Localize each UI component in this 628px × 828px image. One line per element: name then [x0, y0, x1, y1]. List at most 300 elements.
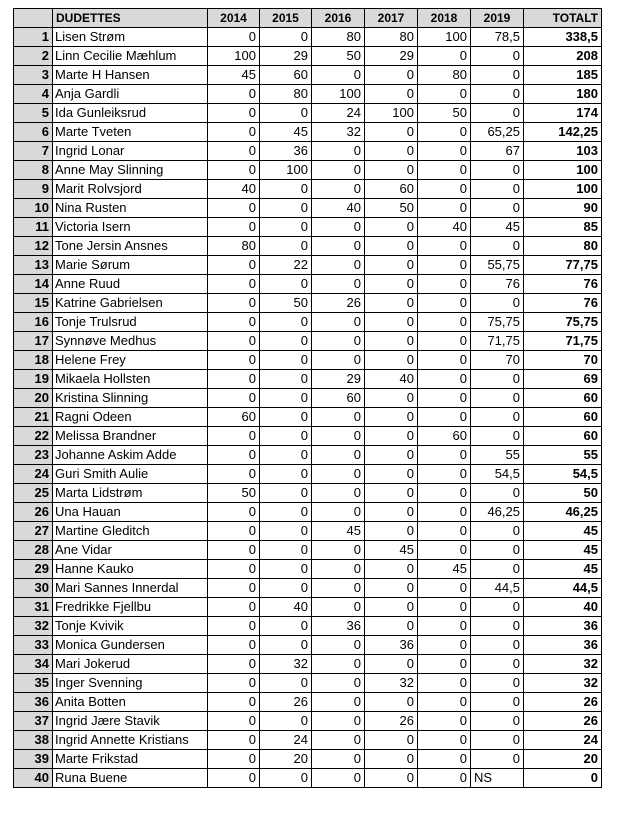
score-cell: 0 — [471, 427, 524, 446]
table-row — [14, 294, 602, 313]
score-cell: 80 — [260, 85, 312, 104]
score-cell: 0 — [365, 237, 418, 256]
rank-cell: 24 — [14, 465, 53, 484]
score-cell: 0 — [208, 389, 260, 408]
score-cell: 0 — [471, 389, 524, 408]
score-cell: 0 — [365, 522, 418, 541]
rank-cell: 37 — [14, 712, 53, 731]
table-row — [14, 180, 602, 199]
header-rank-cell — [14, 9, 53, 28]
rank-cell: 11 — [14, 218, 53, 237]
total-cell: 174 — [524, 104, 602, 123]
score-cell: 0 — [208, 351, 260, 370]
name-cell: Marte Tveten — [53, 123, 208, 142]
score-cell: 0 — [418, 503, 471, 522]
total-cell: 100 — [524, 180, 602, 199]
header-year-2017: 2017 — [365, 9, 418, 28]
score-cell: 100 — [418, 28, 471, 47]
score-cell: 22 — [260, 256, 312, 275]
score-cell: 0 — [312, 731, 365, 750]
score-cell: 0 — [260, 28, 312, 47]
score-cell: 44,5 — [471, 579, 524, 598]
score-cell: 0 — [312, 446, 365, 465]
results-table — [13, 8, 602, 788]
score-cell: 0 — [208, 28, 260, 47]
name-cell: Marie Sørum — [53, 256, 208, 275]
score-cell: 0 — [418, 579, 471, 598]
name-cell: Tone Jersin Ansnes — [53, 237, 208, 256]
table-row — [14, 332, 602, 351]
score-cell: 0 — [418, 446, 471, 465]
header-year-2014: 2014 — [208, 9, 260, 28]
rank-cell: 18 — [14, 351, 53, 370]
score-cell: 0 — [312, 560, 365, 579]
score-cell: 0 — [471, 294, 524, 313]
score-cell: 0 — [365, 750, 418, 769]
score-cell: 36 — [312, 617, 365, 636]
score-cell: 0 — [418, 123, 471, 142]
score-cell: 40 — [312, 199, 365, 218]
score-cell: 0 — [312, 503, 365, 522]
score-cell: 0 — [312, 693, 365, 712]
score-cell: 0 — [312, 180, 365, 199]
score-cell: 0 — [312, 769, 365, 788]
score-cell: 0 — [418, 294, 471, 313]
score-cell: 0 — [365, 446, 418, 465]
score-cell: 80 — [418, 66, 471, 85]
score-cell: 0 — [260, 465, 312, 484]
score-cell: 0 — [471, 85, 524, 104]
table-row — [14, 484, 602, 503]
rank-cell: 32 — [14, 617, 53, 636]
rank-cell: 16 — [14, 313, 53, 332]
table-row — [14, 237, 602, 256]
rank-cell: 1 — [14, 28, 53, 47]
score-cell: 0 — [418, 199, 471, 218]
total-cell: 208 — [524, 47, 602, 66]
score-cell: 80 — [365, 28, 418, 47]
score-cell: 0 — [260, 370, 312, 389]
score-cell: 0 — [208, 560, 260, 579]
table-row — [14, 465, 602, 484]
score-cell: 0 — [260, 351, 312, 370]
score-cell: 0 — [208, 465, 260, 484]
name-cell: Melissa Brandner — [53, 427, 208, 446]
name-cell: Tonje Kvivik — [53, 617, 208, 636]
score-cell: 24 — [260, 731, 312, 750]
score-cell: 0 — [471, 693, 524, 712]
name-cell: Lisen Strøm — [53, 28, 208, 47]
score-cell: 0 — [208, 85, 260, 104]
score-cell: 0 — [312, 427, 365, 446]
total-cell: 20 — [524, 750, 602, 769]
name-cell: Anne May Slinning — [53, 161, 208, 180]
table-row — [14, 256, 602, 275]
rank-cell: 6 — [14, 123, 53, 142]
total-cell: 26 — [524, 712, 602, 731]
table-row — [14, 541, 602, 560]
rank-cell: 3 — [14, 66, 53, 85]
total-cell: 45 — [524, 522, 602, 541]
name-cell: Runa Buene — [53, 769, 208, 788]
score-cell: 0 — [418, 370, 471, 389]
score-cell: 60 — [365, 180, 418, 199]
table-row — [14, 560, 602, 579]
total-cell: 85 — [524, 218, 602, 237]
total-cell: 142,25 — [524, 123, 602, 142]
table-row — [14, 750, 602, 769]
score-cell: 0 — [312, 161, 365, 180]
rank-cell: 19 — [14, 370, 53, 389]
score-cell: 0 — [365, 655, 418, 674]
table-row — [14, 674, 602, 693]
score-cell: 0 — [365, 465, 418, 484]
score-cell: 0 — [208, 541, 260, 560]
score-cell: 0 — [365, 85, 418, 104]
score-cell: 0 — [365, 503, 418, 522]
total-cell: 80 — [524, 237, 602, 256]
score-cell: 0 — [312, 541, 365, 560]
score-cell: 26 — [260, 693, 312, 712]
score-cell: 0 — [471, 161, 524, 180]
score-cell: 29 — [260, 47, 312, 66]
score-cell: 0 — [471, 541, 524, 560]
name-cell: Anita Botten — [53, 693, 208, 712]
score-cell: 20 — [260, 750, 312, 769]
header-year-2019: 2019 — [471, 9, 524, 28]
score-cell: 0 — [418, 275, 471, 294]
score-cell: 0 — [208, 294, 260, 313]
table-row — [14, 123, 602, 142]
score-cell: 0 — [208, 332, 260, 351]
score-cell: 0 — [365, 617, 418, 636]
score-cell: 0 — [418, 769, 471, 788]
table-row — [14, 427, 602, 446]
table-row — [14, 503, 602, 522]
rank-cell: 4 — [14, 85, 53, 104]
rank-cell: 36 — [14, 693, 53, 712]
score-cell: 0 — [418, 750, 471, 769]
rank-cell: 38 — [14, 731, 53, 750]
score-cell: 100 — [260, 161, 312, 180]
score-cell: 78,5 — [471, 28, 524, 47]
rank-cell: 31 — [14, 598, 53, 617]
score-cell: 26 — [312, 294, 365, 313]
total-cell: 338,5 — [524, 28, 602, 47]
rank-cell: 27 — [14, 522, 53, 541]
score-cell: 0 — [208, 446, 260, 465]
score-cell: 0 — [312, 237, 365, 256]
name-cell: Marit Rolvsjord — [53, 180, 208, 199]
total-cell: 103 — [524, 142, 602, 161]
score-cell: 0 — [208, 522, 260, 541]
score-cell: 0 — [418, 617, 471, 636]
score-cell: 0 — [312, 408, 365, 427]
score-cell: 40 — [208, 180, 260, 199]
score-cell: 0 — [418, 674, 471, 693]
rank-cell: 8 — [14, 161, 53, 180]
table-row — [14, 275, 602, 294]
total-cell: 100 — [524, 161, 602, 180]
score-cell: 0 — [418, 85, 471, 104]
score-cell: 0 — [312, 313, 365, 332]
score-cell: 76 — [471, 275, 524, 294]
score-cell: 0 — [418, 161, 471, 180]
score-cell: 0 — [365, 427, 418, 446]
header-total-cell: TOTALT — [524, 9, 602, 28]
score-cell: 50 — [365, 199, 418, 218]
score-cell: 0 — [260, 218, 312, 237]
table-row — [14, 693, 602, 712]
name-cell: Mikaela Hollsten — [53, 370, 208, 389]
score-cell: 0 — [312, 351, 365, 370]
total-cell: 36 — [524, 617, 602, 636]
table-row — [14, 636, 602, 655]
score-cell: 55,75 — [471, 256, 524, 275]
score-cell: 0 — [471, 731, 524, 750]
table-row — [14, 161, 602, 180]
table-row — [14, 598, 602, 617]
score-cell: 0 — [471, 750, 524, 769]
score-cell: 0 — [260, 541, 312, 560]
score-cell: 0 — [471, 636, 524, 655]
name-cell: Monica Gundersen — [53, 636, 208, 655]
score-cell: 50 — [418, 104, 471, 123]
score-cell: 0 — [208, 104, 260, 123]
score-cell: 0 — [208, 123, 260, 142]
rank-cell: 40 — [14, 769, 53, 788]
total-cell: 24 — [524, 731, 602, 750]
total-cell: 45 — [524, 541, 602, 560]
total-cell: 70 — [524, 351, 602, 370]
rank-cell: 10 — [14, 199, 53, 218]
score-cell: 0 — [208, 617, 260, 636]
score-cell: 0 — [312, 674, 365, 693]
score-cell: 0 — [365, 142, 418, 161]
total-cell: 50 — [524, 484, 602, 503]
name-cell: Ingrid Jære Stavik — [53, 712, 208, 731]
name-cell: Synnøve Medhus — [53, 332, 208, 351]
score-cell: 0 — [471, 370, 524, 389]
total-cell: 90 — [524, 199, 602, 218]
score-cell: 0 — [208, 275, 260, 294]
score-cell: 54,5 — [471, 465, 524, 484]
score-cell: 0 — [365, 313, 418, 332]
score-cell: 0 — [418, 655, 471, 674]
score-cell: 32 — [260, 655, 312, 674]
name-cell: Guri Smith Aulie — [53, 465, 208, 484]
score-cell: 0 — [471, 617, 524, 636]
score-cell: 0 — [208, 579, 260, 598]
score-cell: 0 — [365, 218, 418, 237]
score-cell: 0 — [260, 484, 312, 503]
score-cell: 0 — [208, 218, 260, 237]
score-cell: 0 — [365, 693, 418, 712]
rank-cell: 7 — [14, 142, 53, 161]
score-cell: 0 — [365, 560, 418, 579]
table-row — [14, 199, 602, 218]
score-cell: 0 — [471, 522, 524, 541]
rank-cell: 33 — [14, 636, 53, 655]
score-cell: 0 — [365, 769, 418, 788]
header-year-2015: 2015 — [260, 9, 312, 28]
name-cell: Ragni Odeen — [53, 408, 208, 427]
score-cell: 0 — [312, 66, 365, 85]
score-cell: 0 — [208, 199, 260, 218]
name-cell: Martine Gleditch — [53, 522, 208, 541]
table-row — [14, 769, 602, 788]
score-cell: 71,75 — [471, 332, 524, 351]
header-year-2018: 2018 — [418, 9, 471, 28]
score-cell: 100 — [208, 47, 260, 66]
total-cell: 44,5 — [524, 579, 602, 598]
score-cell: 0 — [312, 598, 365, 617]
score-cell: 0 — [208, 142, 260, 161]
total-cell: 60 — [524, 427, 602, 446]
rank-cell: 30 — [14, 579, 53, 598]
score-cell: 0 — [260, 237, 312, 256]
name-cell: Anne Ruud — [53, 275, 208, 294]
score-cell: 36 — [260, 142, 312, 161]
table-row — [14, 522, 602, 541]
name-cell: Nina Rusten — [53, 199, 208, 218]
total-cell: 40 — [524, 598, 602, 617]
name-cell: Victoria Isern — [53, 218, 208, 237]
name-cell: Linn Cecilie Mæhlum — [53, 47, 208, 66]
rank-cell: 20 — [14, 389, 53, 408]
score-cell: 0 — [365, 332, 418, 351]
table-row — [14, 579, 602, 598]
score-cell: 0 — [418, 408, 471, 427]
rank-cell: 29 — [14, 560, 53, 579]
score-cell: 0 — [260, 617, 312, 636]
rank-cell: 28 — [14, 541, 53, 560]
score-cell: 40 — [260, 598, 312, 617]
total-cell: 32 — [524, 655, 602, 674]
score-cell: 55 — [471, 446, 524, 465]
score-cell: 0 — [471, 237, 524, 256]
score-cell: 0 — [418, 712, 471, 731]
score-cell: 0 — [260, 180, 312, 199]
score-cell: 65,25 — [471, 123, 524, 142]
score-cell: 0 — [312, 332, 365, 351]
score-cell: 0 — [260, 712, 312, 731]
name-cell: Kristina Slinning — [53, 389, 208, 408]
score-cell: 0 — [208, 674, 260, 693]
score-cell: 0 — [312, 218, 365, 237]
score-cell: 0 — [365, 294, 418, 313]
table-row — [14, 218, 602, 237]
score-cell: 0 — [260, 522, 312, 541]
score-cell: 0 — [312, 579, 365, 598]
rank-cell: 21 — [14, 408, 53, 427]
score-cell: 0 — [312, 256, 365, 275]
table-row — [14, 104, 602, 123]
total-cell: 76 — [524, 294, 602, 313]
score-cell: 0 — [312, 275, 365, 294]
score-cell: 0 — [365, 66, 418, 85]
score-cell: 0 — [471, 560, 524, 579]
score-cell: 45 — [365, 541, 418, 560]
score-cell: 0 — [260, 579, 312, 598]
name-cell: Katrine Gabrielsen — [53, 294, 208, 313]
table-row — [14, 408, 602, 427]
score-cell: 0 — [260, 503, 312, 522]
total-cell: 180 — [524, 85, 602, 104]
score-cell: 0 — [471, 598, 524, 617]
score-cell: 0 — [260, 199, 312, 218]
rank-cell: 26 — [14, 503, 53, 522]
name-cell: Ane Vidar — [53, 541, 208, 560]
score-cell: 0 — [471, 47, 524, 66]
score-cell: 0 — [208, 598, 260, 617]
rank-cell: 12 — [14, 237, 53, 256]
name-cell: Ida Gunleiksrud — [53, 104, 208, 123]
score-cell: NS — [471, 769, 524, 788]
score-cell: 60 — [418, 427, 471, 446]
score-cell: 0 — [208, 750, 260, 769]
score-cell: 0 — [418, 142, 471, 161]
score-cell: 0 — [208, 503, 260, 522]
table-row — [14, 370, 602, 389]
score-cell: 45 — [260, 123, 312, 142]
table-row — [14, 617, 602, 636]
score-cell: 0 — [418, 598, 471, 617]
score-cell: 45 — [418, 560, 471, 579]
score-cell: 67 — [471, 142, 524, 161]
score-cell: 0 — [208, 256, 260, 275]
rank-cell: 23 — [14, 446, 53, 465]
score-cell: 0 — [418, 256, 471, 275]
score-cell: 0 — [208, 712, 260, 731]
score-cell: 0 — [418, 731, 471, 750]
score-cell: 0 — [260, 446, 312, 465]
score-cell: 46,25 — [471, 503, 524, 522]
score-cell: 50 — [260, 294, 312, 313]
score-cell: 0 — [418, 351, 471, 370]
rank-cell: 13 — [14, 256, 53, 275]
score-cell: 0 — [208, 636, 260, 655]
score-cell: 24 — [312, 104, 365, 123]
score-cell: 0 — [312, 655, 365, 674]
table-row — [14, 142, 602, 161]
score-cell: 0 — [365, 484, 418, 503]
total-cell: 75,75 — [524, 313, 602, 332]
score-cell: 0 — [418, 389, 471, 408]
score-cell: 0 — [471, 199, 524, 218]
score-cell: 0 — [208, 693, 260, 712]
score-cell: 0 — [260, 389, 312, 408]
total-cell: 60 — [524, 389, 602, 408]
score-cell: 100 — [312, 85, 365, 104]
rank-cell: 15 — [14, 294, 53, 313]
score-cell: 0 — [418, 47, 471, 66]
score-cell: 0 — [260, 313, 312, 332]
score-cell: 0 — [418, 313, 471, 332]
score-cell: 0 — [365, 351, 418, 370]
total-cell: 36 — [524, 636, 602, 655]
score-cell: 0 — [260, 332, 312, 351]
score-cell: 0 — [208, 313, 260, 332]
score-cell: 0 — [208, 427, 260, 446]
score-cell: 40 — [418, 218, 471, 237]
score-cell: 0 — [471, 104, 524, 123]
score-cell: 45 — [208, 66, 260, 85]
score-cell: 0 — [260, 408, 312, 427]
score-cell: 0 — [471, 66, 524, 85]
score-cell: 0 — [471, 712, 524, 731]
score-cell: 45 — [471, 218, 524, 237]
